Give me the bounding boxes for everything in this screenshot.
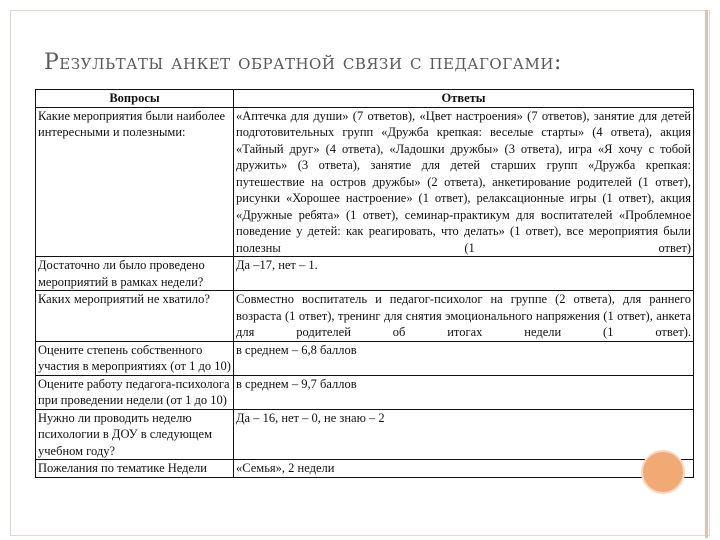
- answer-cell: в среднем – 9,7 баллов: [234, 375, 694, 409]
- table-row: [36, 257, 694, 291]
- answer-cell: Да – 16, нет – 0, не знаю – 2: [234, 409, 694, 460]
- slide-edge-decoration: [705, 10, 708, 538]
- answer-cell: Да –17, нет – 1.: [234, 257, 694, 291]
- question-cell: Оцените степень собственного участия в мероприятиях (от 1 до 10): [36, 341, 234, 375]
- table-header-row: [36, 90, 694, 108]
- header-questions: Вопросы: [36, 90, 234, 108]
- survey-results-table: [35, 89, 694, 478]
- table-row: [36, 107, 694, 257]
- answer-cell: Совместно воспитатель и педагог-психолог на группе (2 ответа), для раннего возраста (1 ответ), тренинг для снятия эмоционального напряжения (1 ответ), анкета для родителей об итогах недели (1 ответ).: [234, 291, 694, 342]
- table-row: [36, 409, 694, 460]
- decorative-orange-circle: [641, 450, 685, 494]
- table-row: [36, 341, 694, 375]
- header-answers: Ответы: [234, 90, 694, 108]
- answer-cell: в среднем – 6,8 баллов: [234, 341, 694, 375]
- question-cell: Пожелания по тематике Недели: [36, 460, 234, 478]
- question-cell: Достаточно ли было проведено мероприятий в рамках недели?: [36, 257, 234, 291]
- question-cell: Нужно ли проводить неделю психологии в ДОУ в следующем учебном году?: [36, 409, 234, 460]
- question-cell: Какие мероприятия были наиболее интересными и полезными:: [36, 107, 234, 257]
- table-row: [36, 460, 694, 478]
- answer-cell: «Аптечка для души» (7 ответов), «Цвет настроения» (7 ответов), занятие для детей подготовительных групп «Дружба крепкая: веселые старты» (4 ответа), акция «Тайный друг» (4 ответа), «Ладошки дружбы» (3 ответа), игра «Я хочу с тобой дружить» (3 ответа), занятие для детей старших групп «Дружба крепкая: путешествие на остров дружбы» (2 ответа), анкетирование родителей (1 ответ), рисунки «Хорошее настроение» (1 ответ), релаксационные игры (1 ответ), акция «Дружные ребята» (1 ответ), семинар-практикум для воспитателей «Проблемное поведение у детей: как реагировать, что делать» (1 ответ), все мероприятия были полезны (1 ответ): [234, 107, 694, 257]
- question-cell: Оцените работу педагога-психолога при проведении недели (от 1 до 10): [36, 375, 234, 409]
- table-row: [36, 291, 694, 342]
- slide-title: Результаты анкет обратной связи с педагогами:: [44, 50, 562, 75]
- answer-cell: «Семья», 2 недели: [234, 460, 694, 478]
- question-cell: Каких мероприятий не хватило?: [36, 291, 234, 342]
- table-row: [36, 375, 694, 409]
